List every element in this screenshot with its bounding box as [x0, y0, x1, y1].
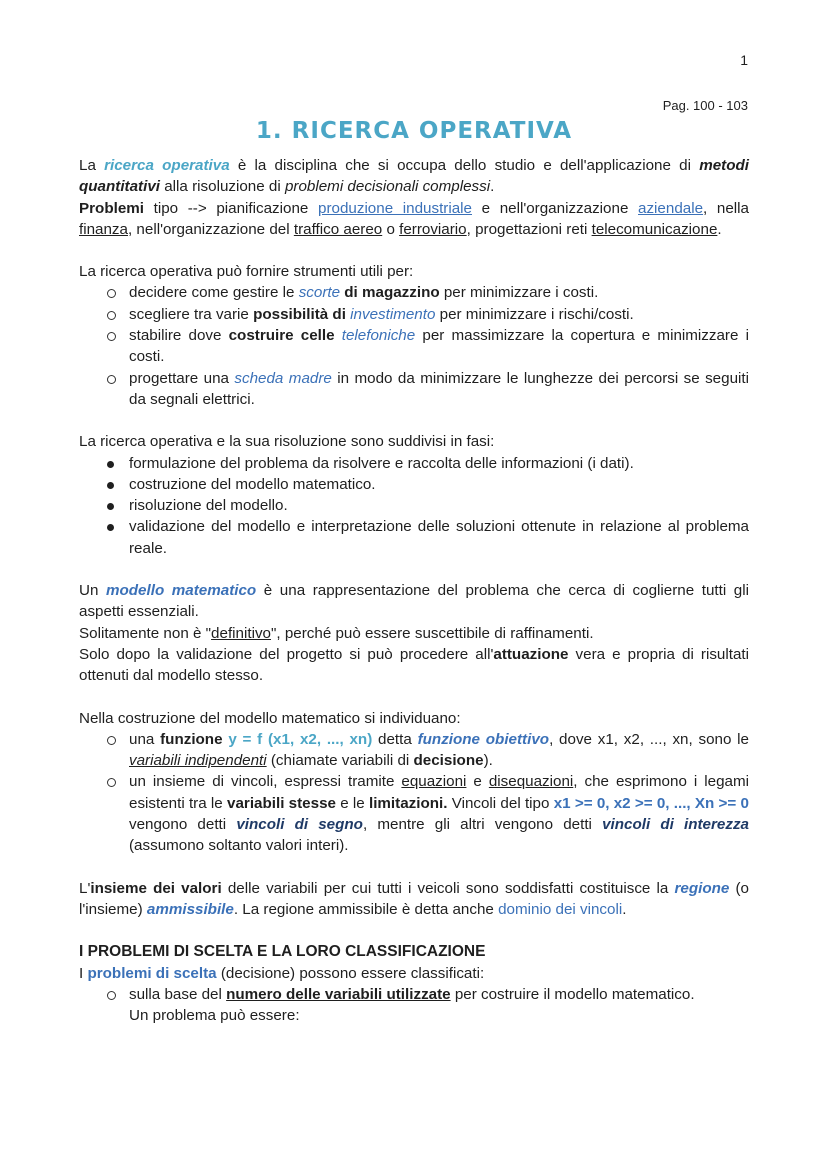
- intro-paragraph: La ricerca operativa è la disciplina che si occupa dello studio e dell'applicazione di metodi quantitativi alla risoluzione di problemi decisionali complessi.: [79, 157, 749, 196]
- page-title: 1. RICERCA OPERATIVA: [255, 118, 573, 144]
- circle-bullet-icon: [107, 332, 116, 341]
- link-aziendale[interactable]: aziendale: [638, 199, 704, 217]
- circle-bullet-icon: [107, 736, 116, 745]
- list-item: scegliere tra varie possibilità di investimento per minimizzare i rischi/costi.: [79, 304, 749, 325]
- list-item: un insieme di vincoli, espressi tramite equazioni e disequazioni, che esprimono i legami esistenti tra le variabili stesse e le limitazioni. Vincoli del tipo x1 >= 0, x2 >= 0, ..., Xn >= 0 vengono detti vincoli di segno, mentre gli altri vengono detti vincoli di interezza (assumono soltanto valori interi).: [79, 771, 749, 856]
- list-item: formulazione del problema da risolvere e raccolta delle informazioni (i dati).: [79, 453, 749, 474]
- section-lead: I problemi di scelta (decisione) possono essere classificati:: [79, 964, 485, 982]
- disc-bullet-icon: [107, 524, 114, 531]
- page-number: 1: [740, 52, 748, 68]
- circle-bullet-icon: [107, 778, 116, 787]
- link-produzione-industriale[interactable]: produzione industriale: [318, 199, 472, 217]
- list-item: costruzione del modello matematico.: [79, 474, 749, 495]
- phases-lead: La ricerca operativa e la sua risoluzione sono suddivisi in fasi:: [79, 433, 495, 451]
- list-item: progettare una scheda madre in modo da minimizzare le lunghezze dei percorsi se seguiti da segnali elettrici.: [79, 368, 749, 411]
- list-item: una funzione y = f (x1, x2, ..., xn) detta funzione obiettivo, dove x1, x2, ..., xn, sono le variabili indipendenti (chiamate variabili di decisione).: [79, 729, 749, 772]
- disc-bullet-icon: [107, 482, 114, 489]
- feasible-region-paragraph: L'insieme dei valori delle variabili per cui tutti i veicoli sono soddisfatti costituisce la regione (o l'insieme) ammissibile. La regione ammissibile è detta anche dominio dei vincoli.: [79, 879, 749, 918]
- tools-list: [79, 282, 749, 410]
- list-item: risoluzione del modello.: [79, 495, 749, 516]
- disc-bullet-icon: [107, 461, 114, 468]
- phases-list: [79, 453, 749, 559]
- problems-paragraph: Problemi tipo --> pianificazione produzione industriale e nell'organizzazione aziendale, nella finanza, nell'organizzazione del traffico aereo o ferroviario, progettazioni reti telecomunicazione.: [79, 199, 749, 238]
- disc-bullet-icon: [107, 503, 114, 510]
- model-definitive-line: Solitamente non è "definitivo", perché può essere suscettibile di raffinamenti.: [79, 624, 594, 642]
- list-item: stabilire dove costruire celle telefoniche per massimizzare la copertura e minimizzare i costi.: [79, 325, 749, 368]
- tools-lead: La ricerca operativa può fornire strumenti utili per:: [79, 263, 414, 281]
- model-paragraph: Un modello matematico è una rappresentazione del problema che cerca di coglierne tutti gli aspetti essenziali.: [79, 582, 749, 621]
- list-item: sulla base del numero delle variabili utilizzate per costruire il modello matematico. Un problema può essere:: [79, 984, 749, 1027]
- page-reference: Pag. 100 - 103: [662, 98, 748, 113]
- section-heading: I PROBLEMI DI SCELTA E LA LORO CLASSIFICAZIONE: [79, 943, 486, 961]
- classification-list: [79, 984, 749, 1027]
- document-body: [79, 155, 749, 1026]
- circle-bullet-icon: [107, 375, 116, 384]
- model-attuazione-line: Solo dopo la validazione del progetto si può procedere all'attuazione vera e propria di risultati ottenuti dal modello stesso.: [79, 645, 749, 685]
- list-item: validazione del modello e interpretazione delle soluzioni ottenute in relazione al problema reale.: [79, 516, 749, 559]
- circle-bullet-icon: [107, 289, 116, 298]
- circle-bullet-icon: [107, 991, 116, 1000]
- construction-lead: Nella costruzione del modello matematico si individuano:: [79, 709, 461, 727]
- construction-list: [79, 729, 749, 857]
- list-item: decidere come gestire le scorte di magazzino per minimizzare i costi.: [79, 282, 749, 303]
- circle-bullet-icon: [107, 311, 116, 320]
